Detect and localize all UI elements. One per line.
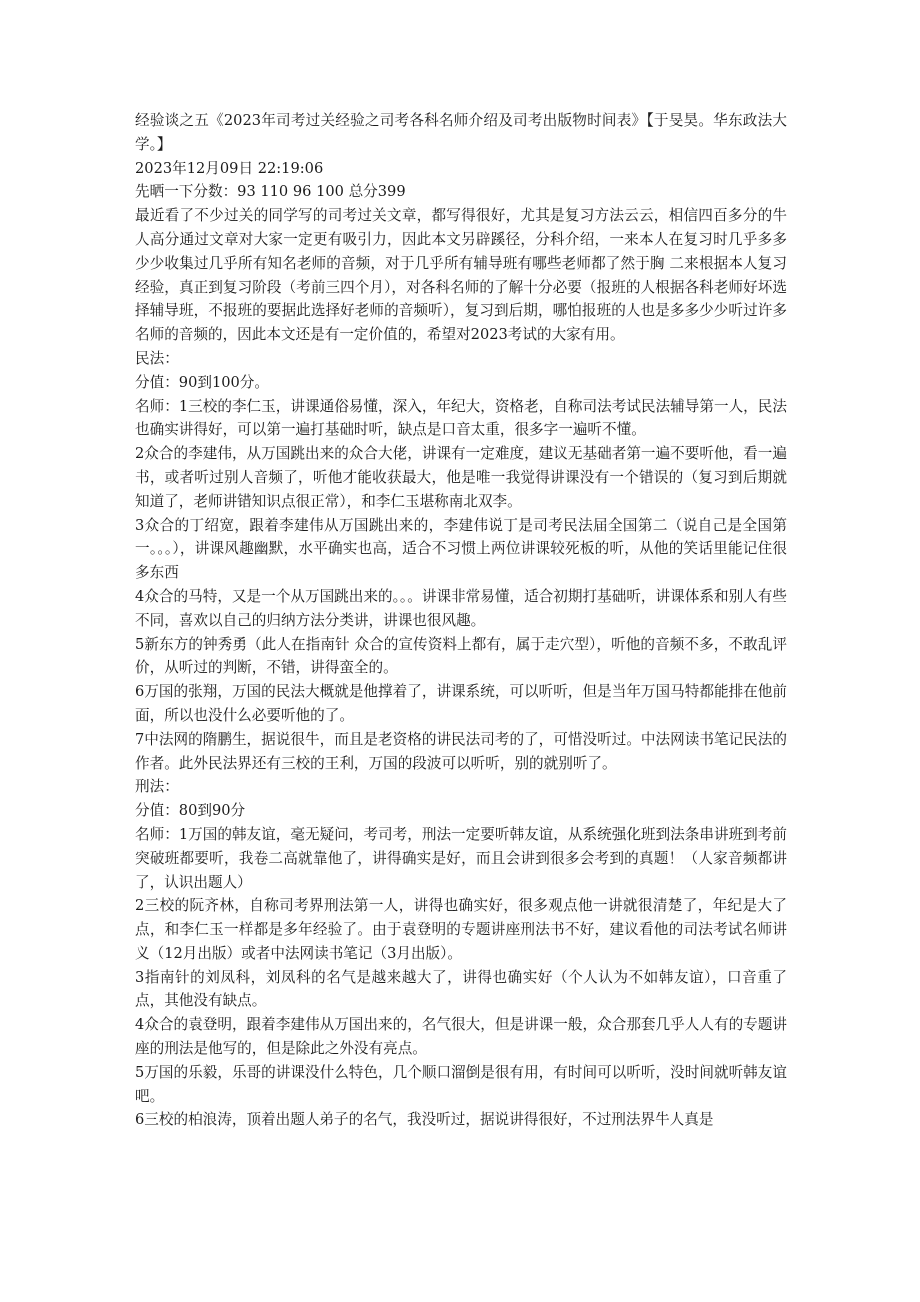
civil-teacher-item: 名师：1三校的李仁玉，讲课通俗易懂，深入，年纪大，资格老，自称司法考试民法辅导第一人，民法也确实讲得好，可以第一遍打基础时听，缺点是口音太重，很多字一遍听不懂。 [135, 397, 787, 439]
civil-teacher-item: 5新东方的钟秀勇（此人在指南针 众合的宣传资料上都有，属于走穴型），听他的音频不多，不敢乱评价，从听过的判断，不错，讲得蛮全的。 [135, 635, 787, 677]
civil-score-range: 分值：90到100分。 [135, 373, 269, 391]
post-datetime: 2023年12月09日 22:19:06 [135, 159, 324, 177]
criminal-teacher-item: 2三校的阮齐林，自称司考界刑法第一人，讲得也确实好，很多观点他一讲就很清楚了，年纪是大了点，和李仁玉一样都是多年经验了。由于袁登明的专题讲座刑法书不好，建议看他的司法考试名师讲义（12月出版）或者中法网读书笔记（3月出版）。 [135, 897, 787, 962]
document-page [135, 109, 787, 1132]
civil-teacher-item: 3众合的丁绍宽，跟着李建伟从万国跳出来的，李建伟说丁是司考民法届全国第二（说自己是全国第一。。。），讲课风趣幽默，水平确实也高，适合不习惯上两位讲课较死板的听，从他的笑话里能记住很多东西 [135, 516, 787, 582]
criminal-teacher-item: 6三校的柏浪涛，顶着出题人弟子的名气，我没听过，据说讲得很好，不过刑法界牛人真是 [135, 1111, 714, 1129]
score-summary: 先晒一下分数：93 110 96 100 总分399 [135, 183, 406, 201]
civil-teacher-item: 2众合的李建伟，从万国跳出来的众合大佬，讲课有一定难度，建议无基础者第一遍不要听他，看一遍书，或者听过别人音频了，听他才能收获最大，他是唯一我觉得讲课没有一个错误的（复习到后期就知道了，老师讲错知识点很正常），和李仁玉堪称南北双李。 [135, 445, 787, 510]
civil-teacher-item: 4众合的马特，又是一个从万国跳出来的。。。讲课非常易懂，适合初期打基础听，讲课体系和别人有些不同，喜欢以自己的归纳方法分类讲，讲课也很风趣。 [135, 587, 787, 629]
civil-teacher-item: 7中法网的隋鹏生，据说很牛，而且是老资格的讲民法司考的了，可惜没听过。中法网读书笔记民法的作者。此外民法界还有三校的王利，万国的段波可以听听，别的就别听了。 [135, 730, 787, 772]
criminal-teacher-item: 名师：1万国的韩友谊，毫无疑问，考司考，刑法一定要听韩友谊，从系统强化班到法条串讲班到考前突破班都要听，我卷二高就靠他了，讲得确实是好，而且会讲到很多会考到的真题！（人家音频都讲了，认识出题人） [135, 825, 787, 891]
criminal-score-range: 分值：80到90分 [135, 802, 246, 820]
section-heading-criminal: 刑法： [135, 778, 179, 796]
document-title: 经验谈之五《2023年司考过关经验之司考各科名师介绍及司考出版物时间表》【于旻昊。华东政法大学。】 [135, 112, 787, 153]
criminal-teacher-item: 5万国的乐毅，乐哥的讲课没什么特色，几个顺口溜倒是很有用，有时间可以听听，没时间就听韩友谊吧。 [135, 1063, 787, 1105]
criminal-teacher-item: 3指南针的刘凤科，刘凤科的名气是越来越大了，讲得也确实好（个人认为不如韩友谊），口音重了点，其他没有缺点。 [135, 968, 787, 1010]
criminal-teacher-item: 4众合的袁登明，跟着李建伟从万国出来的，名气很大，但是讲课一般，众合那套几乎人人有的专题讲座的刑法是他写的，但是除此之外没有亮点。 [135, 1016, 787, 1058]
intro-paragraph: 最近看了不少过关的同学写的司考过关文章，都写得很好，尤其是复习方法云云，相信四百多分的牛人高分通过文章对大家一定更有吸引力，因此本文另辟蹊径，分科介绍，一来本人在复习时几乎多多少少收集过几乎所有知名老师的音频，对于几乎所有辅导班有哪些老师都了然于胸 二来根据本人复习经验，真正到复习阶段（考前三四个月），对各科名师的了解十分必要（报班的人根据各科老师好坏选择辅导班，不报班的要据此选择好老师的音频听），复习到后期，哪怕报班的人也是多多少少听过许多名师的音频的，因此本文还是有一定价值的，希望对2023考试的大家有用。 [135, 207, 787, 344]
section-heading-civil: 民法： [135, 349, 179, 367]
civil-teacher-item: 6万国的张翔，万国的民法大概就是他撑着了，讲课系统，可以听听，但是当年万国马特都能排在他前面，所以也没什么必要听他的了。 [135, 683, 787, 724]
